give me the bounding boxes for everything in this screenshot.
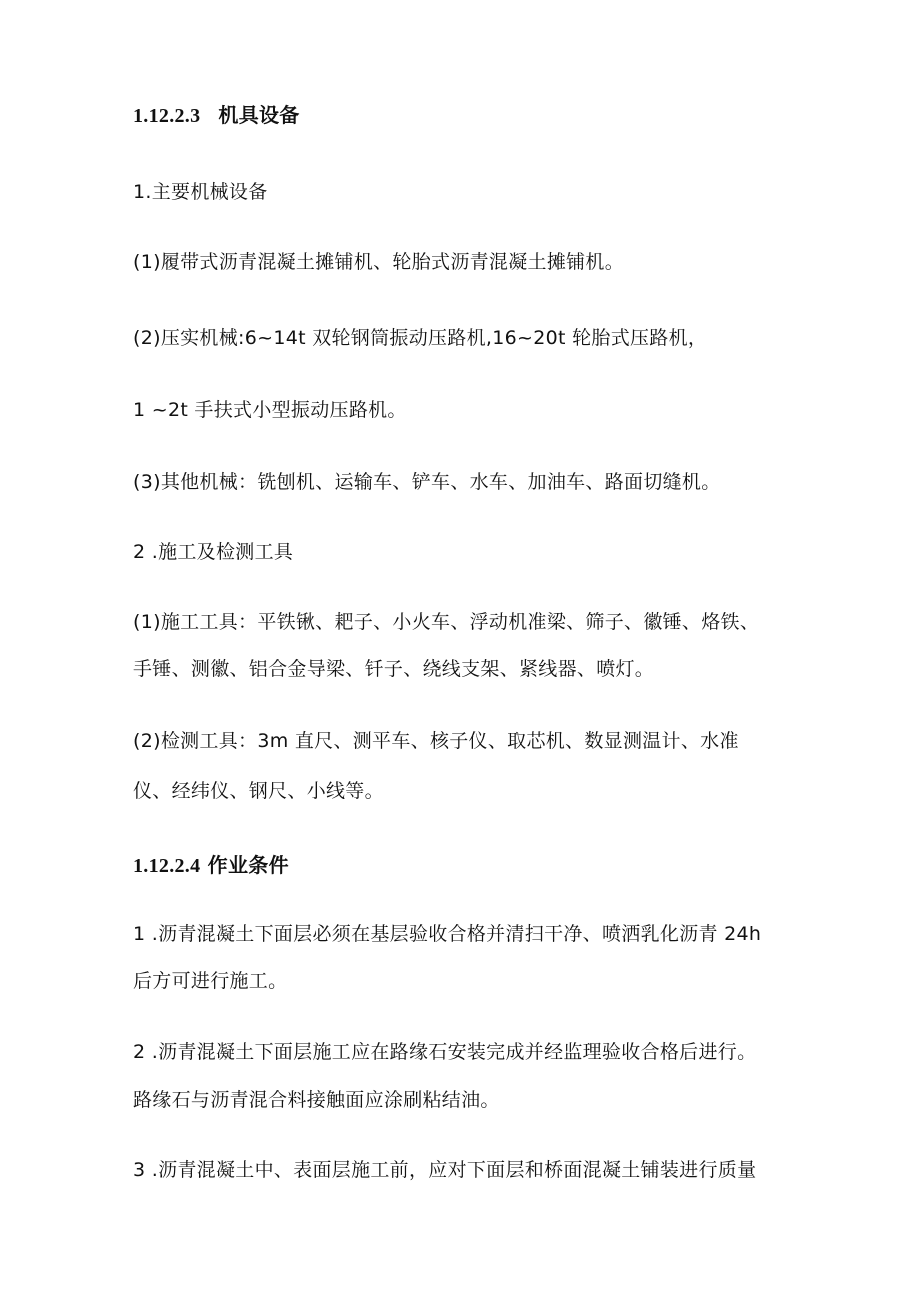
section-title: 作业条件 (207, 853, 289, 877)
section-number: 1.12.2.3 (133, 105, 201, 127)
section-heading-1-12-2-4 (133, 853, 289, 878)
paragraph-line: 手锤、测徽、铝合金导梁、钎子、绕线支架、紧线器、喷灯。 (133, 658, 655, 680)
paragraph-line: (3)其他机械：铣刨机、运输车、铲车、水车、加油车、路面切缝机。 (133, 471, 721, 493)
section-heading-1-12-2-3 (133, 103, 300, 128)
paragraph-line: (2)检测工具：3m 直尺、测平车、核子仪、取芯机、数显测温计、水准 (133, 730, 739, 752)
paragraph-line: 3 .沥青混凝土中、表面层施工前，应对下面层和桥面混凝土铺装进行质量 (133, 1159, 757, 1181)
paragraph-line: 路缘石与沥青混合料接触面应涂刷粘结油。 (133, 1089, 500, 1111)
paragraph-line: 仪、经纬仪、钢尺、小线等。 (133, 780, 384, 802)
paragraph-line: (1)履带式沥青混凝土摊铺机、轮胎式沥青混凝土摊铺机。 (133, 251, 625, 273)
paragraph-line: (2)压实机械:6~14t 双轮钢筒振动压路机,16~20t 轮胎式压路机， (133, 327, 708, 349)
paragraph-line: 2 .沥青混凝土下面层施工应在路缘石安装完成并经监理验收合格后进行。 (133, 1041, 757, 1063)
section-title: 机具设备 (218, 103, 300, 127)
section-number: 1.12.2.4 (133, 855, 201, 877)
paragraph-line: 后方可进行施工。 (133, 970, 288, 992)
paragraph-line: 1 .沥青混凝土下面层必须在基层验收合格并清扫干净、喷洒乳化沥青 24h (133, 923, 762, 945)
paragraph-line: 2 .施工及检测工具 (133, 541, 294, 563)
paragraph-line: (1)施工工具：平铁锹、耙子、小火车、浮动机准梁、筛子、徽锤、烙铁、 (133, 611, 760, 633)
paragraph-line: 1.主要机械设备 (133, 181, 268, 203)
paragraph-line: 1 ~2t 手扶式小型振动压路机。 (133, 399, 407, 421)
